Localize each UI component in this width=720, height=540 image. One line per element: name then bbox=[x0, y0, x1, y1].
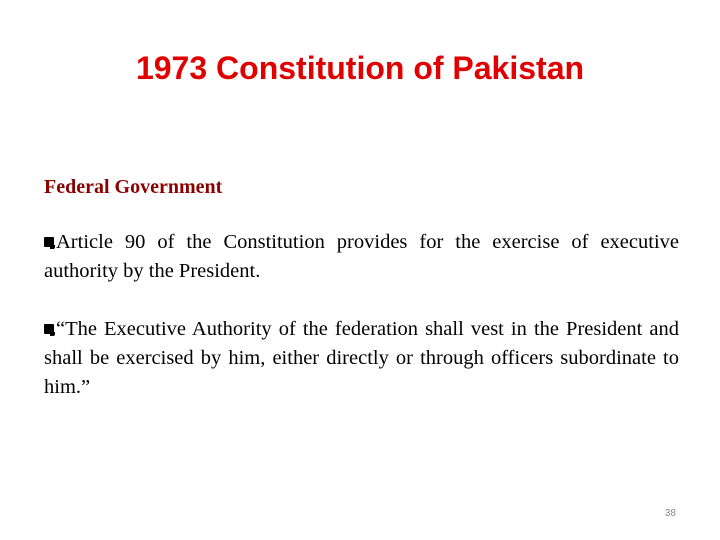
bullet-item-1 bbox=[44, 228, 679, 286]
checkbox-bullet-icon bbox=[44, 324, 54, 334]
slide-body bbox=[44, 172, 679, 431]
section-heading: Federal Government bbox=[44, 176, 223, 198]
slide-title: 1973 Constitution of Pakistan bbox=[135, 50, 585, 86]
page-number: 38 bbox=[664, 508, 676, 519]
checkbox-bullet-icon bbox=[44, 237, 54, 247]
bullet-text-1: Article 90 of the Constitution provides for the exercise of executive authority by the President. bbox=[44, 231, 679, 282]
bullet-text-2: “The Executive Authority of the federation shall vest in the President and shall be exercised by him, either directly or through officers subordinate to him.” bbox=[44, 318, 679, 398]
bullet-item-2 bbox=[44, 315, 679, 402]
